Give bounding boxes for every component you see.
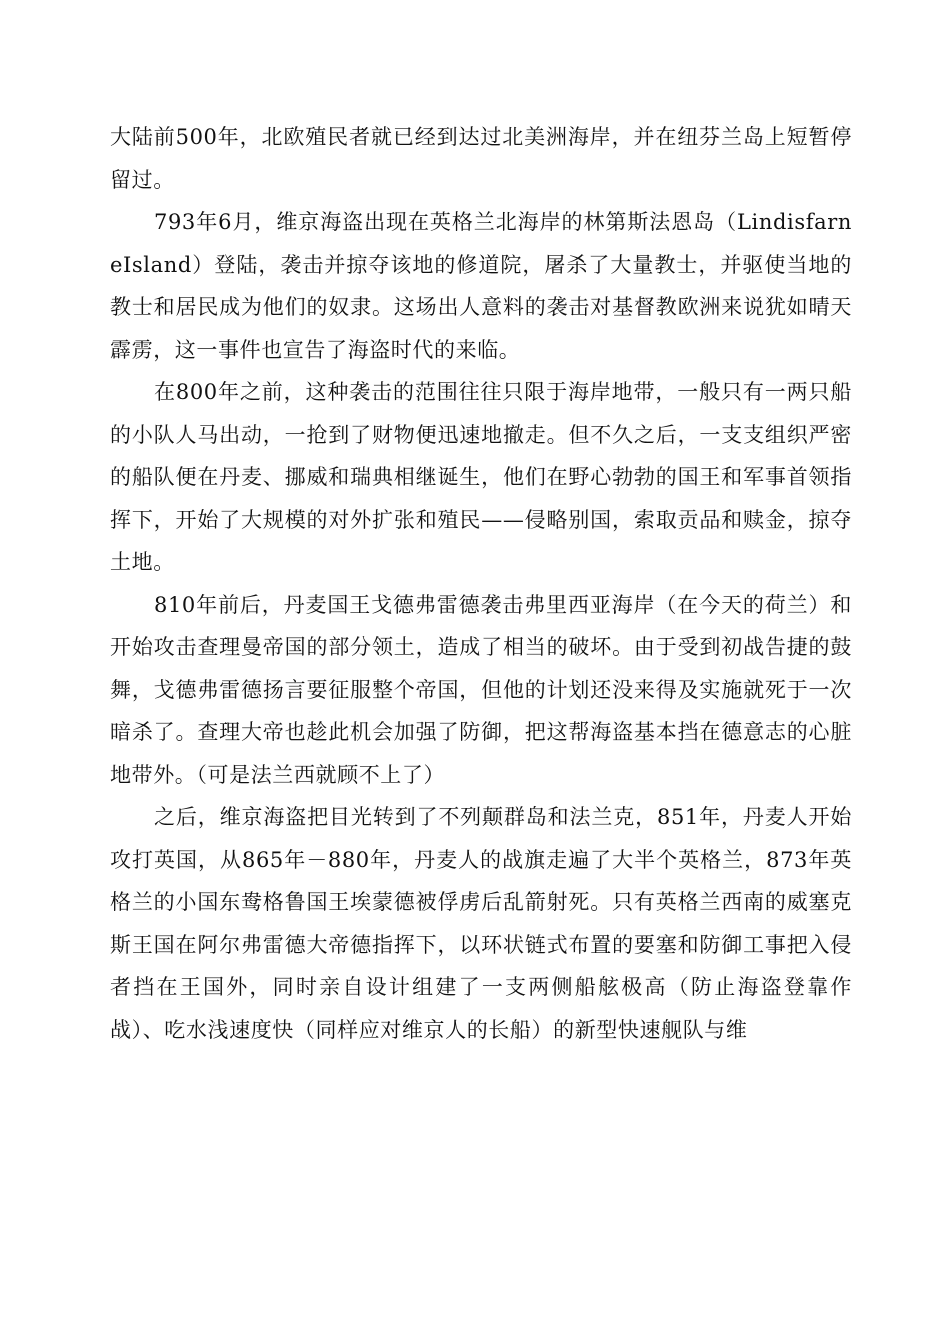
paragraph-godfred: 810年前后，丹麦国王戈德弗雷德袭击弗里西亚海岸（在今天的荷兰）和开始攻击查理曼帝国的部分领土，造成了相当的破坏。由于受到初战告捷的鼓舞，戈德弗雷德扬言要征服整个帝国，但他的计划还没来得及实施就死于一次暗杀了。查理大帝也趁此机会加强了防御，把这帮海盗基本挡在德意志的心脏地带外。（可是法兰西就顾不上了）: [110, 592, 852, 787]
paragraph-lindisfarne-raid: 793年6月，维京海盗出现在英格兰北海岸的林第斯法恩岛（LindisfarneIsland）登陆，袭击并掠夺该地的修道院，屠杀了大量教士，并驱使当地的教士和居民成为他们的奴隶。这场出人意料的袭击对基督教欧洲来说犹如晴天霹雳，这一事件也宣告了海盗时代的来临。: [110, 210, 852, 362]
paragraph-british-isles: 之后，维京海盗把目光转到了不列颠群岛和法兰克，851年，丹麦人开始攻打英国，从865年－880年，丹麦人的战旗走遍了大半个英格兰，873年英格兰的小国东鸯格鲁国王埃蒙德被俘虏后乱箭射死。只有英格兰西南的威塞克斯王国在阿尔弗雷德大帝德指挥下，以环状链式布置的要塞和防御工事把入侵者挡在王国外，同时亲自设计组建了一支两侧船舷极高（防止海盗登靠作战）、吃水浅速度快（同样应对维京人的长船）的新型快速舰队与维: [110, 805, 852, 1042]
paragraph-continuation: 大陆前500年，北欧殖民者就已经到达过北美洲海岸，并在纽芬兰岛上短暂停留过。: [110, 125, 852, 192]
document-body: [110, 116, 852, 1051]
paragraph-before-800: 在800年之前，这种袭击的范围往往只限于海岸地带，一般只有一两只船的小队人马出动，一抢到了财物便迅速地撤走。但不久之后，一支支组织严密的船队便在丹麦、挪威和瑞典相继诞生，他们在野心勃勃的国王和军事首领指挥下，开始了大规模的对外扩张和殖民——侵略别国，索取贡品和赎金，掠夺土地。: [110, 380, 852, 574]
